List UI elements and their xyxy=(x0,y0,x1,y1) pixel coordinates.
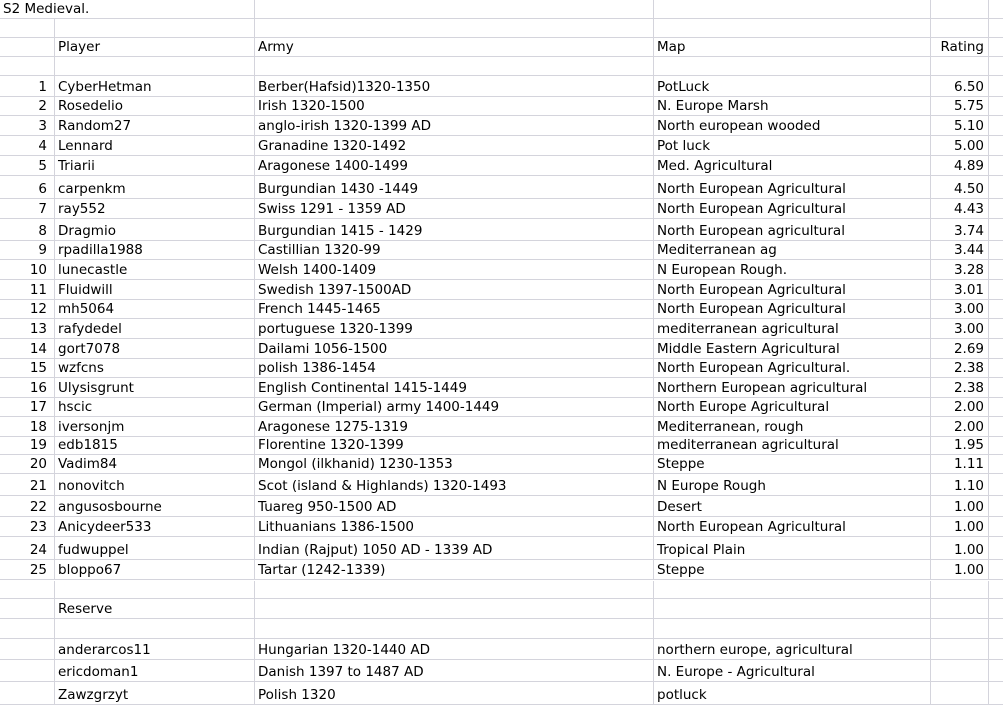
reserve-row xyxy=(0,660,1003,682)
table-row xyxy=(0,378,1003,398)
player-cell[interactable]: anderarcos11 xyxy=(55,639,255,659)
reserve-label[interactable]: Reserve xyxy=(55,599,255,618)
table-row xyxy=(0,156,1003,176)
reserve-row xyxy=(0,682,1003,705)
map-cell[interactable]: Mediterranean, rough xyxy=(654,417,931,436)
empty-cell[interactable] xyxy=(654,619,931,638)
player-cell[interactable]: Dragmio xyxy=(55,219,255,240)
map-cell[interactable]: North European Agricultural xyxy=(654,300,931,318)
rating-cell[interactable]: 3.00 xyxy=(931,319,989,338)
rating-cell[interactable]: 3.00 xyxy=(931,300,989,318)
rating-cell[interactable]: 1.00 xyxy=(931,517,989,536)
map-cell[interactable]: mediterranean agricultural xyxy=(654,437,931,454)
empty-cell[interactable] xyxy=(931,581,989,598)
army-cell[interactable]: French 1445-1465 xyxy=(255,300,654,318)
map-cell[interactable]: Northern European agricultural xyxy=(654,378,931,397)
army-cell[interactable]: Swedish 1397-1500AD xyxy=(255,280,654,299)
row-number[interactable]: 23 xyxy=(0,517,55,536)
blank-row xyxy=(0,57,1003,76)
army-cell[interactable]: Scot (island & Highlands) 1320-1493 xyxy=(255,474,654,495)
player-cell[interactable]: Anicydeer533 xyxy=(55,517,255,536)
rating-cell[interactable]: 2.38 xyxy=(931,359,989,377)
rating-cell[interactable]: 3.74 xyxy=(931,219,989,240)
row-number[interactable]: 9 xyxy=(0,241,55,259)
map-cell[interactable]: Steppe xyxy=(654,560,931,579)
row-number[interactable]: 15 xyxy=(0,359,55,377)
row-number[interactable]: 2 xyxy=(0,97,55,115)
army-cell[interactable]: Florentine 1320-1399 xyxy=(255,437,654,454)
empty-cell[interactable] xyxy=(0,639,55,659)
map-cell[interactable]: mediterranean agricultural xyxy=(654,319,931,338)
row-number[interactable]: 19 xyxy=(0,437,55,454)
row-number[interactable]: 22 xyxy=(0,496,55,516)
row-number[interactable]: 17 xyxy=(0,398,55,416)
table-row xyxy=(0,280,1003,300)
player-cell[interactable]: fudwuppel xyxy=(55,537,255,559)
rating-cell[interactable]: 3.44 xyxy=(931,241,989,259)
army-cell[interactable]: Granadine 1320-1492 xyxy=(255,136,654,155)
empty-cell[interactable] xyxy=(931,0,989,18)
rating-cell[interactable]: 6.50 xyxy=(931,76,989,96)
empty-cell[interactable] xyxy=(931,57,989,75)
army-cell[interactable]: Mongol (ilkhanid) 1230-1353 xyxy=(255,455,654,473)
rating-cell[interactable]: 4.50 xyxy=(931,176,989,198)
player-cell[interactable]: lunecastle xyxy=(55,260,255,279)
player-cell[interactable]: ray552 xyxy=(55,199,255,218)
player-cell[interactable]: carpenkm xyxy=(55,176,255,198)
player-cell[interactable]: Rosedelio xyxy=(55,97,255,115)
rating-cell[interactable]: 1.00 xyxy=(931,560,989,579)
rating-cell[interactable]: 4.43 xyxy=(931,199,989,218)
row-number[interactable]: 16 xyxy=(0,378,55,397)
title-row xyxy=(0,0,1003,19)
table-row xyxy=(0,199,1003,219)
empty-cell[interactable] xyxy=(654,599,931,618)
player-cell[interactable]: CyberHetman xyxy=(55,76,255,96)
table-row xyxy=(0,176,1003,199)
army-cell[interactable]: Tuareg 950-1500 AD xyxy=(255,496,654,516)
table-row xyxy=(0,417,1003,437)
empty-cell[interactable] xyxy=(931,619,989,638)
army-cell[interactable]: Welsh 1400-1409 xyxy=(255,260,654,279)
map-cell[interactable]: Tropical Plain xyxy=(654,537,931,559)
header-row xyxy=(0,38,1003,57)
empty-cell[interactable] xyxy=(0,682,55,704)
map-cell[interactable]: PotLuck xyxy=(654,76,931,96)
table-row xyxy=(0,241,1003,260)
player-cell[interactable]: Lennard xyxy=(55,136,255,155)
rating-cell[interactable]: 1.00 xyxy=(931,496,989,516)
empty-cell[interactable] xyxy=(255,57,654,75)
map-cell[interactable]: Mediterranean ag xyxy=(654,241,931,259)
empty-cell[interactable] xyxy=(0,660,55,681)
player-cell[interactable]: angusosbourne xyxy=(55,496,255,516)
row-number[interactable]: 4 xyxy=(0,136,55,155)
map-cell[interactable]: N. Europe Marsh xyxy=(654,97,931,115)
army-cell[interactable]: polish 1386-1454 xyxy=(255,359,654,377)
map-cell[interactable]: North european wooded xyxy=(654,116,931,135)
table-row xyxy=(0,517,1003,537)
player-cell[interactable]: rpadilla1988 xyxy=(55,241,255,259)
player-cell[interactable]: nonovitch xyxy=(55,474,255,495)
player-cell[interactable]: bloppo67 xyxy=(55,560,255,579)
row-number[interactable]: 11 xyxy=(0,280,55,299)
rating-cell[interactable]: 5.00 xyxy=(931,136,989,155)
rating-cell[interactable]: 3.28 xyxy=(931,260,989,279)
player-cell[interactable]: Vadim84 xyxy=(55,455,255,473)
row-number[interactable]: 13 xyxy=(0,319,55,338)
army-cell[interactable]: Tartar (1242-1339) xyxy=(255,560,654,579)
map-cell[interactable]: N. Europe - Agricultural xyxy=(654,660,931,681)
player-cell[interactable]: rafydedel xyxy=(55,319,255,338)
row-number[interactable]: 20 xyxy=(0,455,55,473)
table-row xyxy=(0,455,1003,474)
row-number[interactable]: 7 xyxy=(0,199,55,218)
row-number[interactable]: 8 xyxy=(0,219,55,240)
army-cell[interactable]: English Continental 1415-1449 xyxy=(255,378,654,397)
army-cell[interactable]: Irish 1320-1500 xyxy=(255,97,654,115)
player-cell[interactable]: gort7078 xyxy=(55,339,255,358)
army-cell[interactable]: Indian (Rajput) 1050 AD - 1339 AD xyxy=(255,537,654,559)
player-cell[interactable]: Fluidwill xyxy=(55,280,255,299)
rating-cell[interactable]: 1.11 xyxy=(931,455,989,473)
row-number[interactable]: 3 xyxy=(0,116,55,135)
blank-row xyxy=(0,619,1003,639)
map-cell[interactable]: N European Rough. xyxy=(654,260,931,279)
player-cell[interactable]: ericdoman1 xyxy=(55,660,255,681)
map-cell[interactable]: North European Agricultural xyxy=(654,517,931,536)
empty-cell[interactable] xyxy=(931,639,989,659)
row-number[interactable]: 12 xyxy=(0,300,55,318)
row-number[interactable]: 18 xyxy=(0,417,55,436)
rating-cell[interactable]: 1.00 xyxy=(931,537,989,559)
map-cell[interactable]: North European Agricultural xyxy=(654,280,931,299)
empty-cell[interactable] xyxy=(55,619,255,638)
rating-cell[interactable]: 2.00 xyxy=(931,398,989,416)
rating-cell[interactable]: 5.75 xyxy=(931,97,989,115)
empty-cell[interactable] xyxy=(931,599,989,618)
empty-cell[interactable] xyxy=(0,619,55,638)
empty-cell[interactable] xyxy=(654,581,931,598)
map-cell[interactable]: N Europe Rough xyxy=(654,474,931,495)
army-cell[interactable]: Danish 1397 to 1487 AD xyxy=(255,660,654,681)
player-cell[interactable]: hscic xyxy=(55,398,255,416)
rating-cell[interactable]: 5.10 xyxy=(931,116,989,135)
map-cell[interactable]: Steppe xyxy=(654,455,931,473)
map-cell[interactable]: Desert xyxy=(654,496,931,516)
rating-cell[interactable]: 3.01 xyxy=(931,280,989,299)
army-cell[interactable]: Polish 1320 xyxy=(255,682,654,704)
player-cell[interactable]: iversonjm xyxy=(55,417,255,436)
empty-cell[interactable] xyxy=(654,57,931,75)
player-cell[interactable]: Triarii xyxy=(55,156,255,175)
table-row xyxy=(0,537,1003,560)
table-row xyxy=(0,339,1003,359)
rating-cell[interactable]: 2.00 xyxy=(931,417,989,436)
player-cell[interactable]: mh5064 xyxy=(55,300,255,318)
army-cell[interactable]: Castillian 1320-99 xyxy=(255,241,654,259)
map-cell[interactable]: Med. Agricultural xyxy=(654,156,931,175)
rating-cell[interactable]: 1.10 xyxy=(931,474,989,495)
map-cell[interactable]: North European Agricultural xyxy=(654,176,931,198)
player-cell[interactable]: Zawzgrzyt xyxy=(55,682,255,704)
player-cell[interactable]: edb1815 xyxy=(55,437,255,454)
table-row xyxy=(0,496,1003,517)
table-row xyxy=(0,474,1003,496)
army-cell[interactable]: Aragonese 1400-1499 xyxy=(255,156,654,175)
row-number[interactable]: 24 xyxy=(0,537,55,559)
army-cell[interactable]: anglo-irish 1320-1399 AD xyxy=(255,116,654,135)
table-row xyxy=(0,116,1003,136)
empty-cell[interactable] xyxy=(255,0,654,18)
map-cell[interactable]: Middle Eastern Agricultural xyxy=(654,339,931,358)
table-row xyxy=(0,76,1003,97)
empty-cell[interactable] xyxy=(931,660,989,681)
reserve-label-row xyxy=(0,599,1003,619)
army-cell[interactable]: Hungarian 1320-1440 AD xyxy=(255,639,654,659)
reserve-row xyxy=(0,639,1003,660)
table-row xyxy=(0,219,1003,241)
empty-cell[interactable] xyxy=(654,0,931,18)
blank-row xyxy=(0,581,1003,599)
header-player[interactable]: Player xyxy=(55,38,255,56)
empty-cell[interactable] xyxy=(255,619,654,638)
table-row xyxy=(0,319,1003,339)
player-cell[interactable]: wzfcns xyxy=(55,359,255,377)
table-row xyxy=(0,359,1003,378)
table-row xyxy=(0,300,1003,319)
rating-cell[interactable]: 2.38 xyxy=(931,378,989,397)
map-cell[interactable]: North European Agricultural. xyxy=(654,359,931,377)
table-row xyxy=(0,260,1003,280)
map-cell[interactable]: northern europe, agricultural xyxy=(654,639,931,659)
map-cell[interactable]: North Europe Agricultural xyxy=(654,398,931,416)
army-cell[interactable]: German (Imperial) army 1400-1449 xyxy=(255,398,654,416)
sheet-title[interactable]: S2 Medieval. xyxy=(0,0,255,18)
empty-cell[interactable] xyxy=(255,581,654,598)
empty-cell[interactable] xyxy=(55,57,255,75)
rating-cell[interactable]: 2.69 xyxy=(931,339,989,358)
header-rating[interactable]: Rating xyxy=(931,38,989,56)
blank-row xyxy=(0,19,1003,38)
row-number[interactable]: 1 xyxy=(0,76,55,96)
army-cell[interactable]: Dailami 1056-1500 xyxy=(255,339,654,358)
rating-cell[interactable]: 1.95 xyxy=(931,437,989,454)
table-row xyxy=(0,560,1003,580)
rating-cell[interactable]: 4.89 xyxy=(931,156,989,175)
army-cell[interactable]: Burgundian 1430 -1449 xyxy=(255,176,654,198)
row-number[interactable]: 14 xyxy=(0,339,55,358)
empty-cell[interactable] xyxy=(255,599,654,618)
table-row xyxy=(0,136,1003,156)
empty-cell[interactable] xyxy=(931,682,989,704)
map-cell[interactable]: Pot luck xyxy=(654,136,931,155)
row-number[interactable]: 5 xyxy=(0,156,55,175)
table-row xyxy=(0,398,1003,417)
army-cell[interactable]: Lithuanians 1386-1500 xyxy=(255,517,654,536)
table-row xyxy=(0,97,1003,116)
army-cell[interactable]: portuguese 1320-1399 xyxy=(255,319,654,338)
row-number[interactable]: 6 xyxy=(0,176,55,198)
empty-cell[interactable] xyxy=(0,599,55,618)
header-map[interactable]: Map xyxy=(654,38,931,56)
row-number[interactable]: 25 xyxy=(0,560,55,579)
army-cell[interactable]: Berber(Hafsid)1320-1350 xyxy=(255,76,654,96)
map-cell[interactable]: North European Agricultural xyxy=(654,199,931,218)
player-cell[interactable]: Ulysisgrunt xyxy=(55,378,255,397)
table-row xyxy=(0,437,1003,455)
row-number[interactable]: 21 xyxy=(0,474,55,495)
row-number[interactable]: 10 xyxy=(0,260,55,279)
player-cell[interactable]: Random27 xyxy=(55,116,255,135)
header-army[interactable]: Army xyxy=(255,38,654,56)
map-cell[interactable]: potluck xyxy=(654,682,931,704)
army-cell[interactable]: Swiss 1291 - 1359 AD xyxy=(255,199,654,218)
map-cell[interactable]: North European agricultural xyxy=(654,219,931,240)
empty-cell[interactable] xyxy=(0,57,55,75)
army-cell[interactable]: Burgundian 1415 - 1429 xyxy=(255,219,654,240)
army-cell[interactable]: Aragonese 1275-1319 xyxy=(255,417,654,436)
empty-cell[interactable] xyxy=(0,581,55,598)
empty-cell[interactable] xyxy=(55,581,255,598)
